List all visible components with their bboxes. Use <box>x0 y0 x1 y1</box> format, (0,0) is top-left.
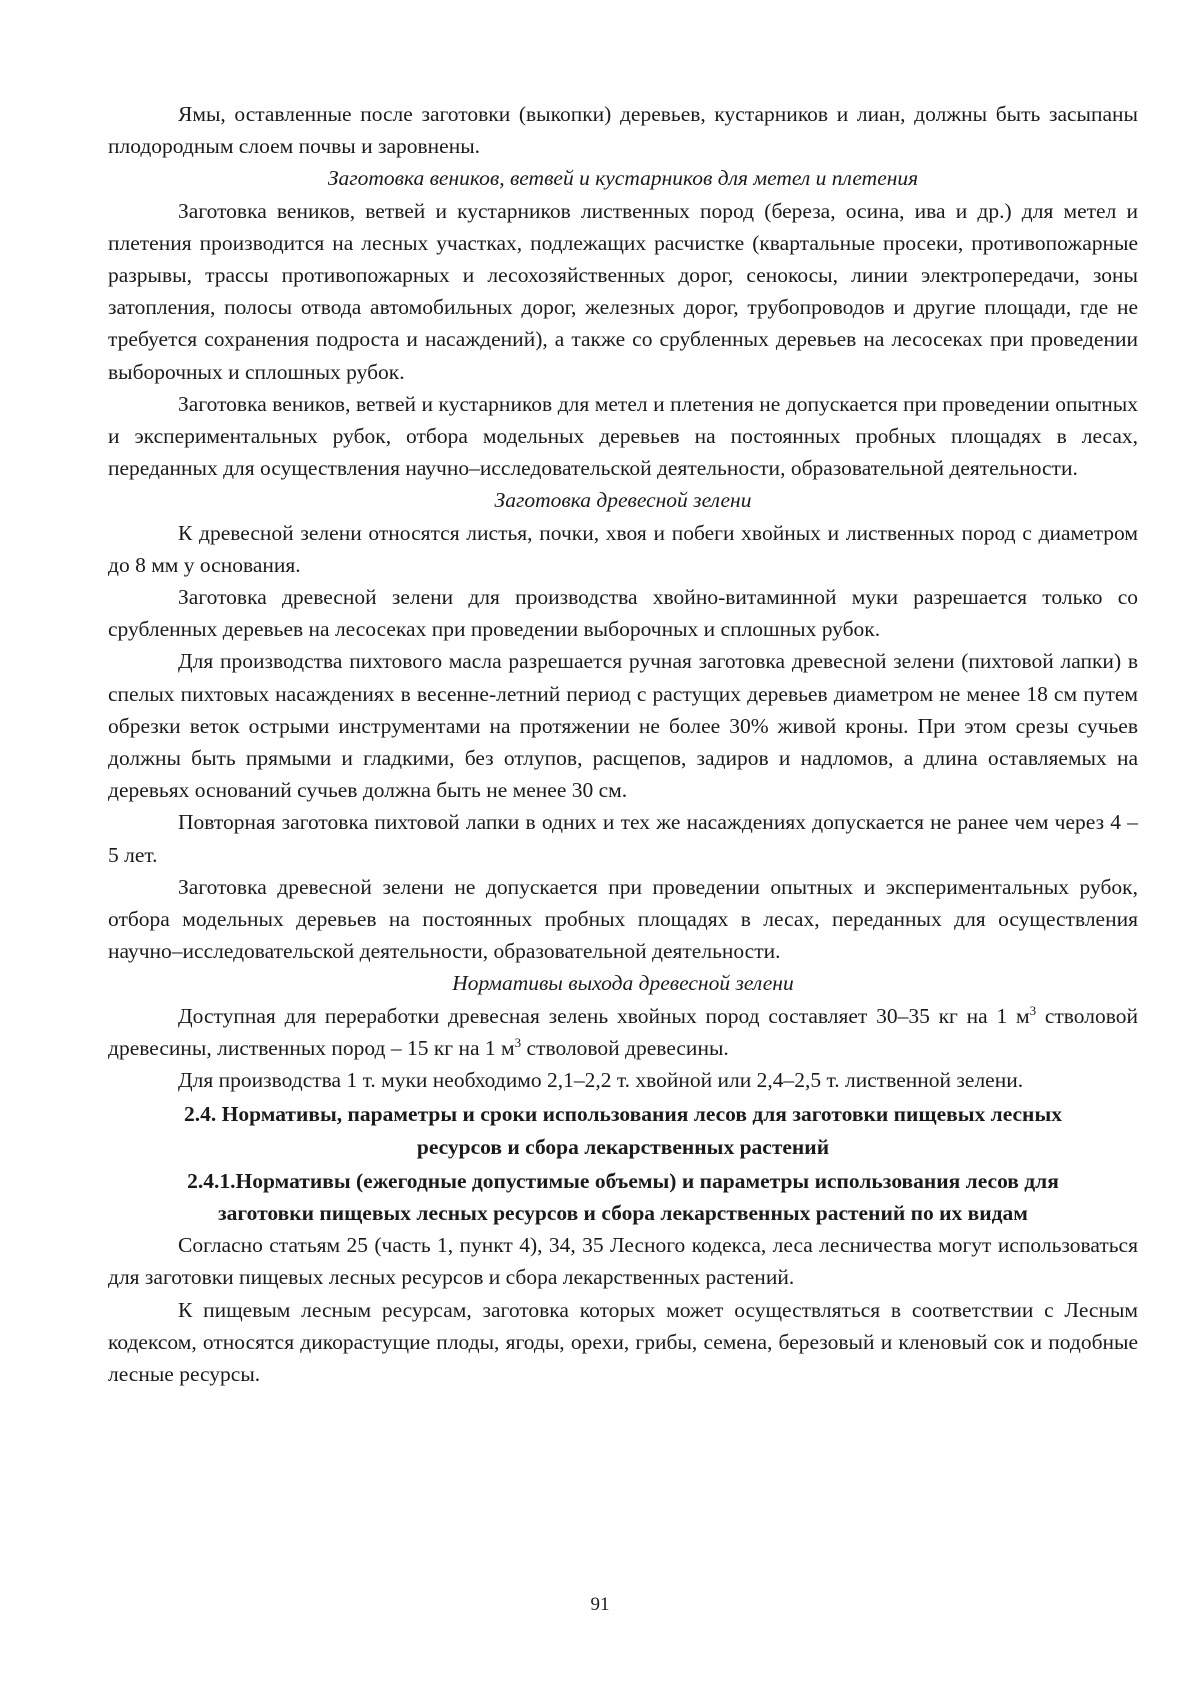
section-heading-2-4-line2: ресурсов и сбора лекарственных растений <box>416 1134 830 1159</box>
section-heading-2-4-1 <box>108 1165 1138 1229</box>
subheading-brooms: Заготовка веников, ветвей и кустарников для метел и плетения <box>327 166 919 191</box>
paragraph-food-resources: К пищевым лесным ресурсам, заготовка которых может осуществляться в соответствии с Лесным кодексом, относятся дикорастущие плоды, ягоды, орехи, грибы, семена, березовый и кленовый сок и подобные лесные ресурсы. <box>108 1297 1138 1386</box>
subheading-greenery-norms: Нормативы выхода древесной зелени <box>452 971 794 996</box>
superscript-cubic-2: 3 <box>514 1034 522 1050</box>
document-page <box>108 98 1138 1390</box>
section-heading-2-4-1-line2: заготовки пищевых лесных ресурсов и сбора лекарственных растений по их видам <box>218 1200 1028 1225</box>
page-number: 91 <box>590 1594 610 1615</box>
yield-text-b: стволовой древесины, лиственных пород – 15 кг на 1 м <box>108 1003 1138 1060</box>
paragraph-greenery-yield <box>108 1000 1138 1064</box>
paragraph-repeat-harvest: Повторная заготовка пихтовой лапки в одних и тех же насаждениях допускается не ранее чем через 4 – 5 лет. <box>108 810 1138 867</box>
yield-text-a: Доступная для переработки древесная зелень хвойных пород составляет 30–35 кг на 1 м <box>178 1003 1030 1028</box>
superscript-cubic-1: 3 <box>1029 1002 1037 1018</box>
section-heading-2-4 <box>108 1098 1138 1162</box>
paragraph-greenery-definition: К древесной зелени относятся листья, почки, хвоя и побеги хвойных и лиственных пород с диаметром до 8 мм у основания. <box>108 520 1138 577</box>
paragraph-pits: Ямы, оставленные после заготовки (выкопки) деревьев, кустарников и лиан, должны быть засыпаны плодородным слоем почвы и заровнены. <box>108 102 1138 159</box>
subheading-greenery: Заготовка древесной зелени <box>494 488 752 513</box>
paragraph-greenery-flour: Заготовка древесной зелени для производства хвойно-витаминной муки разрешается только со срубленных деревьев на лесосеках при проведении выборочных и сплошных рубок. <box>108 585 1138 642</box>
paragraph-fir-oil: Для производства пихтового масла разрешается ручная заготовка древесной зелени (пихтовой лапки) в спелых пихтовых насаждениях в весенне-летний период с растущих деревьев диаметром не менее 18 см путем обрезки веток острыми инструментами на протяжении не более 30% живой кроны. При этом срезы сучьев должны быть прямыми и гладкими, без отлупов, расщепов, задиров и надломов, а длина оставляемых на деревьях оснований сучьев должна быть не менее 30 см. <box>108 649 1138 803</box>
paragraph-brooms-restriction: Заготовка веников, ветвей и кустарников для метел и плетения не допускается при проведении опытных и экспериментальных рубок, отбора модельных деревьев на постоянных пробных площадях в лесах, переданных для осуществления научно–исследовательской деятельности, образовательной деятельности. <box>108 391 1138 481</box>
paragraph-flour-requirement: Для производства 1 т. муки необходимо 2,1–2,2 т. хвойной или 2,4–2,5 т. лиственной зелени. <box>178 1068 1024 1093</box>
paragraph-forest-code: Согласно статьям 25 (часть 1, пункт 4), 34, 35 Лесного кодекса, леса лесничества могут использоваться для заготовки пищевых лесных ресурсов и сбора лекарственных растений. <box>108 1233 1138 1290</box>
paragraph-brooms-harvest: Заготовка веников, ветвей и кустарников лиственных пород (береза, осина, ива и др.) для метел и плетения производится на лесных участках, подлежащих расчистке (квартальные просеки, противопожарные разрывы, трассы противопожарных и лесохозяйственных дорог, сенокосы, линии электропередачи, зоны затопления, полосы отвода автомобильных дорог, железных дорог, трубопроводов и другие площади, где не требуется сохранения подроста и насаждений), а также со срубленных деревьев на лесосеках при проведении выборочных и сплошных рубок. <box>108 198 1138 384</box>
section-heading-2-4-1-line1: 2.4.1.Нормативы (ежегодные допустимые объемы) и параметры использования лесов для <box>187 1168 1059 1193</box>
yield-text-c: стволовой древесины. <box>521 1035 729 1060</box>
section-heading-2-4-line1: 2.4. Нормативы, параметры и сроки использования лесов для заготовки пищевых лесных <box>184 1102 1062 1127</box>
paragraph-greenery-restriction: Заготовка древесной зелени не допускается при проведении опытных и экспериментальных рубок, отбора модельных деревьев на постоянных пробных площадях в лесах, переданных для осуществления научно–исследовательской деятельности, образовательной деятельности. <box>108 874 1138 964</box>
